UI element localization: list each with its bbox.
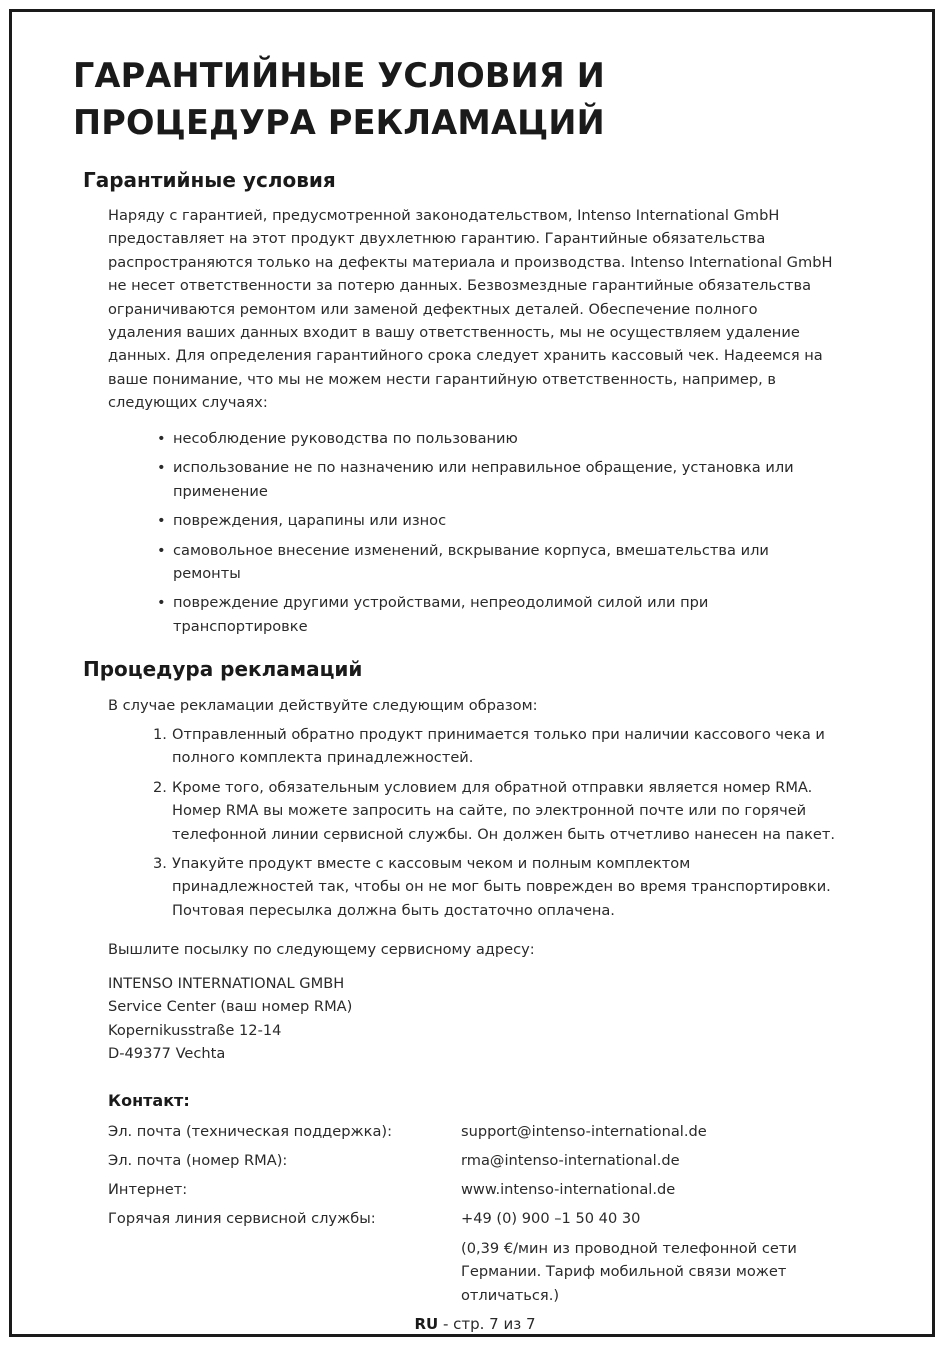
step-number: 2. bbox=[153, 778, 167, 796]
address-line: INTENSO INTERNATIONAL GMBH bbox=[108, 975, 345, 992]
hotline-phone[interactable]: +49 (0) 900 –1 50 40 30 bbox=[461, 1210, 641, 1227]
page-title-line-2: ПРОЦЕДУРА РЕКЛАМАЦИЙ bbox=[73, 103, 605, 142]
address-line: Kopernikusstraße 12-14 bbox=[108, 1021, 282, 1039]
list-item: • повреждение другими устройствами, непреодолимой силой или при транспортировке bbox=[155, 591, 794, 638]
list-item: 1. Отправленный обратно продукт принимается только при наличии кассового чека и полного комплекта принадлежностей. bbox=[153, 723, 835, 770]
warranty-paragraph bbox=[108, 204, 832, 415]
contact-label-hotline: Горячая линия сервисной службы: bbox=[108, 1210, 376, 1227]
warranty-line: ограничиваются ремонтом или заменой дефектных деталей. Обеспечение полного bbox=[108, 300, 758, 318]
claims-intro: В случае рекламации действуйте следующим образом: bbox=[108, 697, 538, 714]
warranty-line: Наряду с гарантией, предусмотренной законодательством, Intenso International GmbH bbox=[108, 207, 780, 224]
claims-steps-list bbox=[153, 723, 835, 922]
address-line: Service Center (ваш номер RMA) bbox=[108, 998, 353, 1016]
warranty-line: удаления ваших данных входит в вашу ответственность, мы не осуществляем удаление bbox=[108, 324, 800, 342]
warranty-line: не несет ответственности за потерю данных. Безвозмездные гарантийные обязательства bbox=[108, 277, 812, 295]
bullet-icon: • bbox=[157, 541, 166, 559]
support-email-link[interactable]: support@intenso-international.de bbox=[461, 1123, 707, 1140]
claims-heading: Процедура рекламаций bbox=[83, 657, 363, 681]
list-item: 3. Упакуйте продукт вместе с кассовым чеком и полным комплектом принадлежностей так, чтобы он не мог быть поврежден во время транспортировки. Почтовая пересылка должна быть достаточно оплачена. bbox=[153, 852, 835, 922]
rma-email-link[interactable]: rma@intenso-international.de bbox=[461, 1152, 680, 1169]
language-code: RU bbox=[414, 1315, 439, 1333]
page-title-line-1: ГАРАНТИЙНЫЕ УСЛОВИЯ И bbox=[73, 56, 605, 95]
warranty-line: предоставляет на этот продукт двухлетнюю гарантию. Гарантийные обязательства bbox=[108, 230, 766, 248]
bullet-icon: • bbox=[157, 459, 166, 477]
page-number: - стр. 7 из 7 bbox=[438, 1315, 536, 1333]
contact-label-rma-email: Эл. почта (номер RMA): bbox=[108, 1152, 288, 1169]
warranty-line: ваше понимание, что мы не можем нести гарантийную ответственность, например, в bbox=[108, 370, 777, 388]
step-number: 1. bbox=[153, 726, 167, 743]
step-number: 3. bbox=[153, 855, 167, 873]
list-item: • несоблюдение руководства по пользованию bbox=[155, 427, 794, 450]
contact-label-internet: Интернет: bbox=[108, 1181, 188, 1198]
bullet-icon: • bbox=[157, 512, 166, 530]
send-note: Вышлите посылку по следующему сервисному адресу: bbox=[108, 941, 535, 958]
contact-heading: Контакт: bbox=[108, 1091, 190, 1110]
exclusions-list bbox=[155, 427, 794, 638]
bullet-icon: • bbox=[157, 594, 166, 612]
address-line: D-49377 Vechta bbox=[108, 1045, 226, 1063]
hotline-note: (0,39 €/мин из проводной телефонной сети Германии. Тариф мобильной связи может отличаться.) bbox=[461, 1240, 797, 1304]
list-item: • повреждения, царапины или износ bbox=[155, 509, 794, 532]
page-title bbox=[73, 52, 605, 146]
list-item: • использование не по назначению или неправильное обращение, установка или применение bbox=[155, 456, 794, 503]
list-item: • самовольное внесение изменений, вскрывание корпуса, вмешательства или ремонты bbox=[155, 539, 794, 586]
website-link[interactable]: www.intenso-international.de bbox=[461, 1181, 676, 1198]
contact-label-support-email: Эл. почта (техническая поддержка): bbox=[108, 1123, 393, 1140]
page-footer bbox=[0, 1315, 950, 1333]
warranty-line: данных. Для определения гарантийного срока следует хранить кассовый чек. Надеемся на bbox=[108, 347, 823, 365]
service-address bbox=[108, 972, 352, 1066]
warranty-line: следующих случаях: bbox=[108, 394, 268, 412]
list-item: 2. Кроме того, обязательным условием для обратной отправки является номер RMA. Номер RMA вы можете запросить на сайте, по электронной почте или по горячей телефонной линии сервисной службы. Он должен быть отчетливо нанесен на пакет. bbox=[153, 776, 835, 846]
warranty-heading: Гарантийные условия bbox=[83, 168, 336, 192]
bullet-icon: • bbox=[157, 430, 166, 447]
warranty-line: распространяются только на дефекты материала и производства. Intenso International GmbH bbox=[108, 253, 833, 271]
